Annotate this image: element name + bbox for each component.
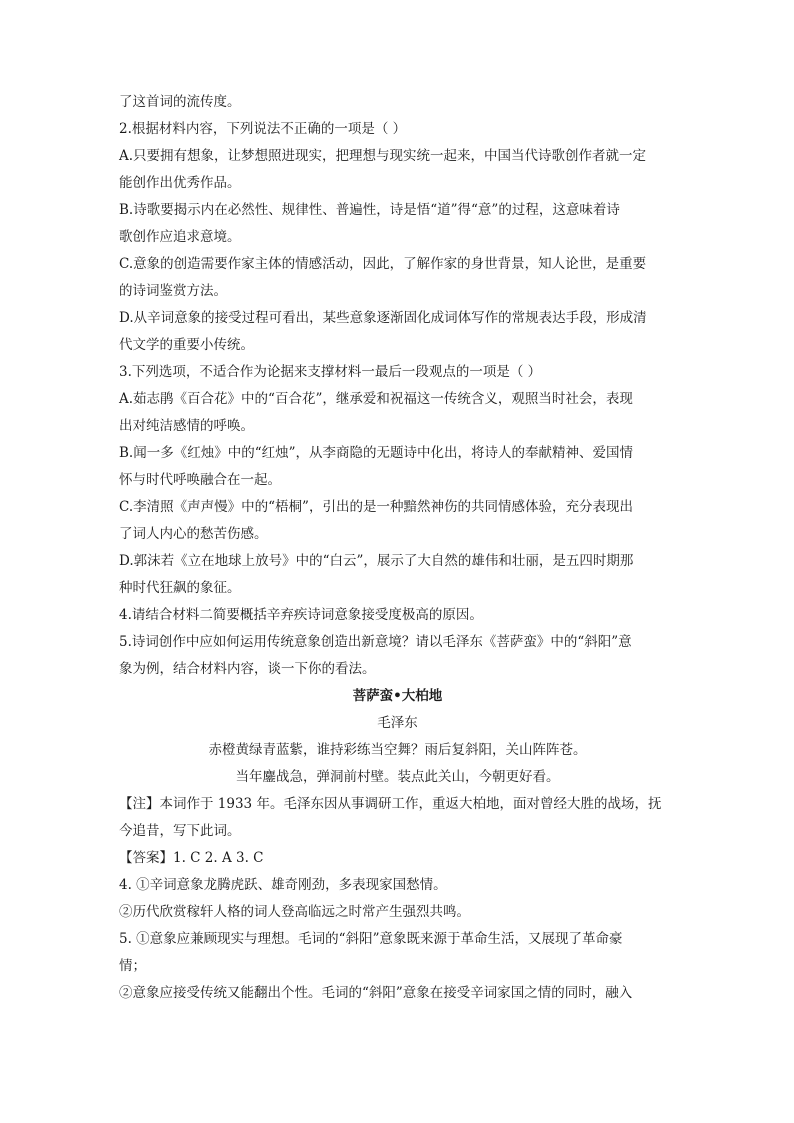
text-line: A.茹志鹃《百合花》中的“百合花”，继承爱和祝福这一传统含义，观照当时社会，表现: [119, 391, 633, 407]
poem-line-2: 当年鏖战急，弹洞前村壁。装点此关山，今朝更好看。: [235, 769, 560, 785]
text-line: 了词人内心的愁苦伤感。: [119, 526, 268, 542]
paragraph-a4-1: [119, 872, 676, 899]
text-line: 能创作出优秀作品。: [119, 175, 241, 191]
paragraph-note: [119, 791, 676, 845]
paragraph-a4-2: [119, 899, 676, 926]
text-line: 代文学的重要小传统。: [119, 337, 254, 353]
text-line: ②意象应接受传统又能翻出个性。毛词的“斜阳”意象在接受辛词家国之情的同时，融入: [119, 985, 633, 1001]
question-section: [119, 89, 676, 683]
paragraph-q3b: [119, 440, 676, 494]
text-line: 5. ①意象应兼顾现实与理想。毛词的“斜阳”意象既来源于革命生活，又展现了革命豪: [119, 931, 623, 947]
text-line: 5.诗词创作中应如何运用传统意象创造出新意境？请以毛泽东《菩萨蛮》中的“斜阳”意: [119, 634, 632, 650]
paragraph-q3a: [119, 386, 676, 440]
text-line: 4. ①辛词意象龙腾虎跃、雄奇刚劲，多表现家国愁情。: [119, 877, 447, 893]
text-line: B.闻一多《红烛》中的“红烛”，从李商隐的无题诗中化出，将诗人的奉献精神、爱国情: [119, 445, 634, 461]
text-line: 情；: [119, 958, 146, 974]
text-line: 出对纯洁感情的呼唤。: [119, 418, 254, 434]
paragraph-q5: [119, 629, 676, 683]
paragraph-q3d: [119, 548, 676, 602]
paragraph-q2a: [119, 143, 676, 197]
text-line: 【注】本词作于 1933 年。毛泽东因从事调研工作，重返大柏地，面对曾经大胜的战场，抚: [119, 796, 662, 812]
paragraph-q3: [119, 359, 676, 386]
text-line: 【答案】1. C 2. A 3. C: [119, 850, 264, 866]
text-line: 今追昔，写下此词。: [119, 823, 241, 839]
paragraph-q2: [119, 116, 676, 143]
paragraph-p0: [119, 89, 676, 116]
text-line: 4.请结合材料二简要概括辛弃疾诗词意象接受度极高的原因。: [119, 607, 483, 623]
text-line: 象为例，结合材料内容，谈一下你的看法。: [119, 661, 376, 677]
paragraph-a5-2: [119, 980, 676, 1007]
text-line: 了这首词的流传度。: [119, 94, 241, 110]
paragraph-q2b: [119, 197, 676, 251]
text-line: 怀与时代呼唤融合在一起。: [119, 472, 281, 488]
text-line: 歌创作应追求意境。: [119, 229, 241, 245]
text-line: 3.下列选项，不适合作为论据来支撑材料一最后一段观点的一项是（ ）: [119, 364, 542, 380]
text-line: B.诗歌要揭示内在必然性、规律性、普遍性，诗是悟“道”得“意”的过程，这意味着诗: [119, 202, 620, 218]
poem-line-1: 赤橙黄绿青蓝紫，谁持彩练当空舞？雨后复斜阳，关山阵阵苍。: [208, 742, 587, 758]
paragraph-answer: [119, 845, 676, 872]
text-line: C.李清照《声声慢》中的“梧桐”，引出的是一种黯然神伤的共同情感体验，充分表现出: [119, 499, 633, 515]
text-line: A.只要拥有想象，让梦想照进现实，把理想与现实统一起来，中国当代诗歌创作者就一定: [119, 148, 647, 164]
text-line: 的诗词鉴赏方法。: [119, 283, 227, 299]
document-page: [119, 89, 676, 1007]
text-line: ②历代欣赏稼轩人格的词人登高临远之时常产生强烈共鸣。: [119, 904, 470, 920]
text-line: C.意象的创造需要作家主体的情感活动，因此，了解作家的身世背景，知人论世，是重要: [119, 256, 647, 272]
poem-author: 毛泽东: [377, 715, 418, 731]
paragraph-q4: [119, 602, 676, 629]
text-line: 种时代狂飙的象征。: [119, 580, 241, 596]
paragraph-q3c: [119, 494, 676, 548]
answer-section: [119, 791, 676, 1007]
paragraph-a5-1: [119, 926, 676, 980]
text-line: D.郭沫若《立在地球上放号》中的“白云”，展示了大自然的雄伟和壮丽，是五四时期那: [119, 553, 634, 569]
poem-title: 菩萨蛮•大柏地: [352, 688, 443, 704]
paragraph-q2d: [119, 305, 676, 359]
text-line: D.从辛词意象的接受过程可看出，某些意象逐渐固化成词体写作的常规表达手段，形成清: [119, 310, 647, 326]
paragraph-q2c: [119, 251, 676, 305]
text-line: 2.根据材料内容，下列说法不正确的一项是（ ）: [119, 121, 407, 137]
